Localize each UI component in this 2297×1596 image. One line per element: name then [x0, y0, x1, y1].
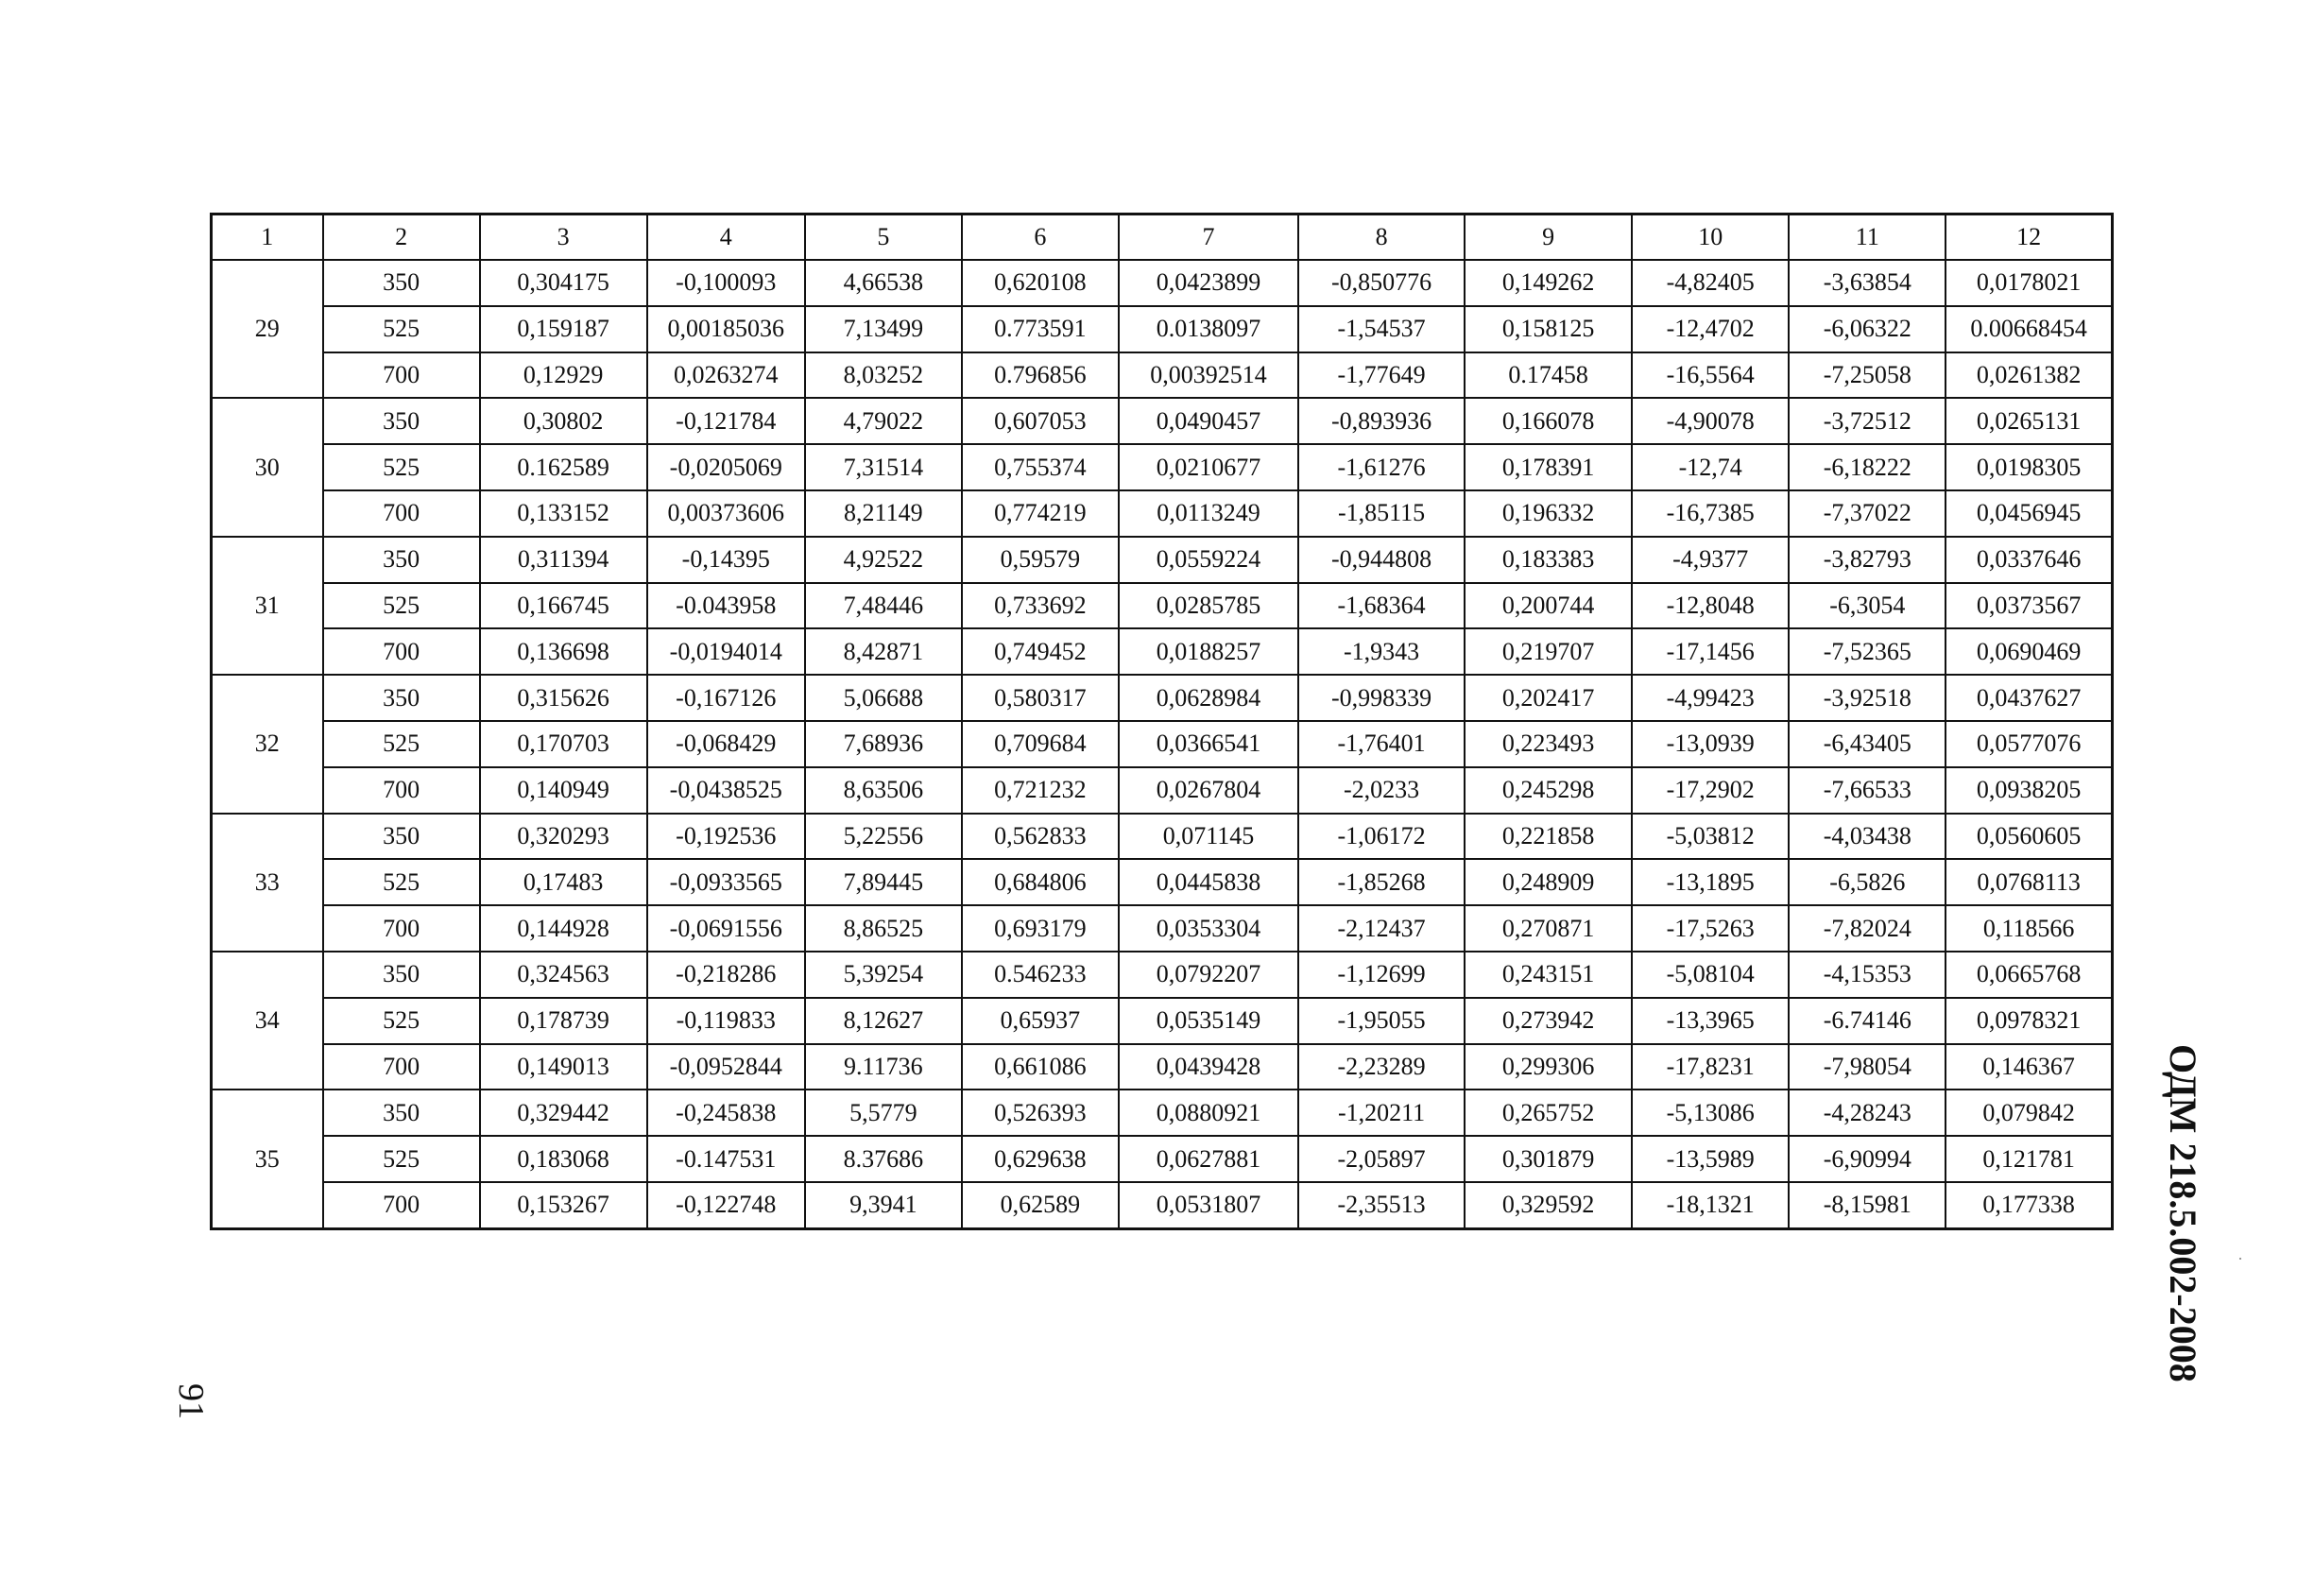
table-cell: 0,0577076: [1946, 721, 2112, 767]
table-cell: -1,54537: [1298, 306, 1465, 352]
table-cell: 0,00185036: [647, 306, 805, 352]
table-cell: 0,59579: [962, 537, 1119, 583]
table-cell: -17,8231: [1632, 1044, 1789, 1090]
column-header-1: 1: [212, 215, 323, 261]
table-cell: 0,0437627: [1946, 675, 2112, 721]
table-cell: -4,03438: [1789, 814, 1946, 860]
table-cell: 0,684806: [962, 859, 1119, 905]
table-cell: 0.796856: [962, 352, 1119, 399]
table-row: [212, 398, 2113, 444]
table-cell: -6,43405: [1789, 721, 1946, 767]
group-id-cell: 29: [212, 260, 323, 398]
table-cell: -0,893936: [1298, 398, 1465, 444]
table-cell: 0,629638: [962, 1136, 1119, 1182]
table-cell: 0,121781: [1946, 1136, 2112, 1182]
table-cell: -12,74: [1632, 444, 1789, 490]
table-cell: 0,166745: [480, 583, 647, 629]
table-cell: 0,62589: [962, 1182, 1119, 1228]
table-cell: 0,149013: [480, 1044, 647, 1090]
table-row: [212, 583, 2113, 629]
table-row: [212, 1182, 2113, 1228]
table-row: [212, 490, 2113, 537]
table-cell: -8,15981: [1789, 1182, 1946, 1228]
table-cell: -7,37022: [1789, 490, 1946, 537]
table-row: [212, 998, 2113, 1044]
table-cell: -0,218286: [647, 952, 805, 998]
table-cell: -6.74146: [1789, 998, 1946, 1044]
table-cell: 700: [323, 352, 480, 399]
table-cell: 0,079842: [1946, 1090, 2112, 1136]
table-cell: 0,00373606: [647, 490, 805, 537]
table-cell: 0,0690469: [1946, 628, 2112, 675]
table-cell: 0,140949: [480, 767, 647, 814]
table-cell: 0,183383: [1465, 537, 1632, 583]
table-cell: 0,0792207: [1119, 952, 1298, 998]
table-cell: 0,329442: [480, 1090, 647, 1136]
table-cell: 0,580317: [962, 675, 1119, 721]
table-cell: 0,304175: [480, 260, 647, 306]
table-cell: 0,273942: [1465, 998, 1632, 1044]
table-cell: -1,68364: [1298, 583, 1465, 629]
table-row: [212, 859, 2113, 905]
table-cell: 0,12929: [480, 352, 647, 399]
table-cell: -5,03812: [1632, 814, 1789, 860]
table-cell: 0,136698: [480, 628, 647, 675]
table-cell: 0,144928: [480, 905, 647, 952]
table-cell: 7,89445: [805, 859, 962, 905]
column-header-5: 5: [805, 215, 962, 261]
table-cell: -0,121784: [647, 398, 805, 444]
table-row: [212, 814, 2113, 860]
table-cell: -0,944808: [1298, 537, 1465, 583]
table-cell: 0,270871: [1465, 905, 1632, 952]
table-cell: -7,25058: [1789, 352, 1946, 399]
table-cell: 0,0373567: [1946, 583, 2112, 629]
table-cell: 0,170703: [480, 721, 647, 767]
table-cell: 0,774219: [962, 490, 1119, 537]
table-row: [212, 306, 2113, 352]
table-cell: -16,7385: [1632, 490, 1789, 537]
table-cell: 0,00392514: [1119, 352, 1298, 399]
table-cell: 0,071145: [1119, 814, 1298, 860]
table-cell: 0,0188257: [1119, 628, 1298, 675]
table-cell: 0.17458: [1465, 352, 1632, 399]
table-cell: 0,749452: [962, 628, 1119, 675]
table-cell: -0,0691556: [647, 905, 805, 952]
table-cell: 0.0138097: [1119, 306, 1298, 352]
table-cell: 0,693179: [962, 905, 1119, 952]
table-cell: -0,100093: [647, 260, 805, 306]
table-cell: 0,755374: [962, 444, 1119, 490]
table-cell: 0,149262: [1465, 260, 1632, 306]
table-cell: 0,320293: [480, 814, 647, 860]
table-cell: 8,86525: [805, 905, 962, 952]
table-cell: -2,0233: [1298, 767, 1465, 814]
table-cell: 0,324563: [480, 952, 647, 998]
table-cell: 350: [323, 814, 480, 860]
table-cell: -4,99423: [1632, 675, 1789, 721]
group-id-cell: 33: [212, 814, 323, 952]
table-cell: -0,245838: [647, 1090, 805, 1136]
table-cell: 0,200744: [1465, 583, 1632, 629]
table-cell: -7,82024: [1789, 905, 1946, 952]
table-cell: 0,133152: [480, 490, 647, 537]
table-cell: -4,82405: [1632, 260, 1789, 306]
table-cell: -1,9343: [1298, 628, 1465, 675]
table-cell: 350: [323, 952, 480, 998]
table-row: [212, 675, 2113, 721]
table-cell: -6,06322: [1789, 306, 1946, 352]
table-row: [212, 1044, 2113, 1090]
table-cell: -0,0952844: [647, 1044, 805, 1090]
column-header-7: 7: [1119, 215, 1298, 261]
table-cell: 0,17483: [480, 859, 647, 905]
table-cell: -12,8048: [1632, 583, 1789, 629]
table-cell: 0,158125: [1465, 306, 1632, 352]
group-id-cell: 31: [212, 537, 323, 675]
table-cell: -0,192536: [647, 814, 805, 860]
table-cell: -2,35513: [1298, 1182, 1465, 1228]
column-header-11: 11: [1789, 215, 1946, 261]
table-cell: 5,22556: [805, 814, 962, 860]
table-cell: 525: [323, 1136, 480, 1182]
table-cell: -1,76401: [1298, 721, 1465, 767]
table-cell: 7,13499: [805, 306, 962, 352]
table-row: [212, 352, 2113, 399]
table-cell: 4,66538: [805, 260, 962, 306]
table-cell: 0,0938205: [1946, 767, 2112, 814]
table-cell: -13,1895: [1632, 859, 1789, 905]
table-cell: -6,3054: [1789, 583, 1946, 629]
column-header-6: 6: [962, 215, 1119, 261]
column-header-9: 9: [1465, 215, 1632, 261]
table-cell: -5,13086: [1632, 1090, 1789, 1136]
table-cell: -18,1321: [1632, 1182, 1789, 1228]
table-cell: 0,0665768: [1946, 952, 2112, 998]
table-row: [212, 1090, 2113, 1136]
table-cell: 525: [323, 583, 480, 629]
table-cell: 0,0263274: [647, 352, 805, 399]
table-row: [212, 537, 2113, 583]
table-cell: 0,166078: [1465, 398, 1632, 444]
table-cell: -13,3965: [1632, 998, 1789, 1044]
table-cell: -6,18222: [1789, 444, 1946, 490]
table-cell: 7,68936: [805, 721, 962, 767]
page-number: 91: [171, 1383, 211, 1419]
table-cell: 0,0198305: [1946, 444, 2112, 490]
table-cell: -3,72512: [1789, 398, 1946, 444]
table-cell: 0,0880921: [1119, 1090, 1298, 1136]
table-cell: 0,0113249: [1119, 490, 1298, 537]
table-cell: 525: [323, 444, 480, 490]
table-cell: -1,85115: [1298, 490, 1465, 537]
table-cell: 0,0628984: [1119, 675, 1298, 721]
table-cell: -7,66533: [1789, 767, 1946, 814]
table-cell: -0,122748: [647, 1182, 805, 1228]
group-id-cell: 34: [212, 952, 323, 1090]
table-cell: 0,223493: [1465, 721, 1632, 767]
table-cell: -4,9377: [1632, 537, 1789, 583]
scan-speck: [2239, 1258, 2241, 1260]
table-cell: 350: [323, 1090, 480, 1136]
table-cell: -0,167126: [647, 675, 805, 721]
table-cell: -13,0939: [1632, 721, 1789, 767]
table-cell: 0,146367: [1946, 1044, 2112, 1090]
table-cell: 0,0210677: [1119, 444, 1298, 490]
table-cell: 0.00668454: [1946, 306, 2112, 352]
table-cell: -2,23289: [1298, 1044, 1465, 1090]
table-cell: -5,08104: [1632, 952, 1789, 998]
table-row: [212, 628, 2113, 675]
column-header-3: 3: [480, 215, 647, 261]
data-table: [210, 213, 2114, 1230]
table-cell: 0,0439428: [1119, 1044, 1298, 1090]
table-row: [212, 721, 2113, 767]
table-cell: -0,068429: [647, 721, 805, 767]
table-cell: -3,82793: [1789, 537, 1946, 583]
table-row: [212, 767, 2113, 814]
table-cell: 0,0423899: [1119, 260, 1298, 306]
table-cell: -0,0933565: [647, 859, 805, 905]
group-id-cell: 30: [212, 398, 323, 536]
table-cell: 0,0265131: [1946, 398, 2112, 444]
table-cell: 0,183068: [480, 1136, 647, 1182]
table-cell: -2,05897: [1298, 1136, 1465, 1182]
table-cell: 0,0353304: [1119, 905, 1298, 952]
table-cell: -0,0194014: [647, 628, 805, 675]
table-cell: 0,0267804: [1119, 767, 1298, 814]
table-cell: 0,526393: [962, 1090, 1119, 1136]
table-cell: 0,0627881: [1119, 1136, 1298, 1182]
table-cell: -1,20211: [1298, 1090, 1465, 1136]
table-cell: -3,92518: [1789, 675, 1946, 721]
table-cell: 0,248909: [1465, 859, 1632, 905]
table-cell: 9.11736: [805, 1044, 962, 1090]
table-cell: -7,52365: [1789, 628, 1946, 675]
table-cell: -0.043958: [647, 583, 805, 629]
table-cell: -4,90078: [1632, 398, 1789, 444]
table-cell: 5,06688: [805, 675, 962, 721]
table-cell: -1,85268: [1298, 859, 1465, 905]
table-cell: -0,0205069: [647, 444, 805, 490]
table-cell: 0,118566: [1946, 905, 2112, 952]
table-cell: -2,12437: [1298, 905, 1465, 952]
table-cell: 8,12627: [805, 998, 962, 1044]
table-cell: 8,42871: [805, 628, 962, 675]
table-cell: 4,92522: [805, 537, 962, 583]
column-header-10: 10: [1632, 215, 1789, 261]
table-cell: 0,0490457: [1119, 398, 1298, 444]
column-header-8: 8: [1298, 215, 1465, 261]
table-cell: -3,63854: [1789, 260, 1946, 306]
table-cell: 0.546233: [962, 952, 1119, 998]
table-cell: -17,2902: [1632, 767, 1789, 814]
table-cell: -0.147531: [647, 1136, 805, 1182]
table-cell: -17,5263: [1632, 905, 1789, 952]
table-cell: -0,998339: [1298, 675, 1465, 721]
group-id-cell: 35: [212, 1090, 323, 1228]
table-cell: 0,0285785: [1119, 583, 1298, 629]
table-cell: 0,0337646: [1946, 537, 2112, 583]
table-cell: 9,3941: [805, 1182, 962, 1228]
table-cell: 0,0261382: [1946, 352, 2112, 399]
table-cell: 0.162589: [480, 444, 647, 490]
table-cell: 0,709684: [962, 721, 1119, 767]
table-cell: 0.773591: [962, 306, 1119, 352]
table-cell: 0,315626: [480, 675, 647, 721]
table-cell: 350: [323, 398, 480, 444]
table-cell: 0,153267: [480, 1182, 647, 1228]
table-cell: 0,0178021: [1946, 260, 2112, 306]
table-cell: -0,850776: [1298, 260, 1465, 306]
table-cell: 700: [323, 628, 480, 675]
table-cell: -7,98054: [1789, 1044, 1946, 1090]
table-cell: -17,1456: [1632, 628, 1789, 675]
table-cell: 525: [323, 859, 480, 905]
table-cell: -0,14395: [647, 537, 805, 583]
table-cell: 7,48446: [805, 583, 962, 629]
table-cell: 0,221858: [1465, 814, 1632, 860]
table-cell: 0,243151: [1465, 952, 1632, 998]
table-cell: -1,06172: [1298, 814, 1465, 860]
table-cell: 8.37686: [805, 1136, 962, 1182]
table-cell: 7,31514: [805, 444, 962, 490]
table-cell: 8,63506: [805, 767, 962, 814]
table-cell: 0,0535149: [1119, 998, 1298, 1044]
table-row: [212, 952, 2113, 998]
table-cell: 0,721232: [962, 767, 1119, 814]
table-cell: 4,79022: [805, 398, 962, 444]
table-cell: 0,562833: [962, 814, 1119, 860]
table-cell: 0,0456945: [1946, 490, 2112, 537]
table-cell: 0,0531807: [1119, 1182, 1298, 1228]
table-cell: 5,39254: [805, 952, 962, 998]
table-cell: 0,30802: [480, 398, 647, 444]
table-row: [212, 260, 2113, 306]
table-cell: 0,0559224: [1119, 537, 1298, 583]
table-cell: 5,5779: [805, 1090, 962, 1136]
table-cell: -1,95055: [1298, 998, 1465, 1044]
table-cell: -12,4702: [1632, 306, 1789, 352]
table-cell: -6,5826: [1789, 859, 1946, 905]
table-cell: 0,196332: [1465, 490, 1632, 537]
column-header-12: 12: [1946, 215, 2112, 261]
table-cell: 0,65937: [962, 998, 1119, 1044]
table-cell: 0,311394: [480, 537, 647, 583]
table-cell: 0,245298: [1465, 767, 1632, 814]
table-cell: 0,0768113: [1946, 859, 2112, 905]
table-cell: 8,03252: [805, 352, 962, 399]
table-cell: 350: [323, 537, 480, 583]
table-cell: 0,607053: [962, 398, 1119, 444]
table-cell: 0,0366541: [1119, 721, 1298, 767]
column-header-2: 2: [323, 215, 480, 261]
table-cell: 350: [323, 260, 480, 306]
table-cell: 0,219707: [1465, 628, 1632, 675]
table-row: [212, 444, 2113, 490]
group-id-cell: 32: [212, 675, 323, 813]
table-cell: 0,178391: [1465, 444, 1632, 490]
table-cell: 525: [323, 998, 480, 1044]
table-cell: -4,28243: [1789, 1090, 1946, 1136]
table-cell: 0,0445838: [1119, 859, 1298, 905]
table-cell: 0,0978321: [1946, 998, 2112, 1044]
table-cell: -1,61276: [1298, 444, 1465, 490]
table-cell: 525: [323, 306, 480, 352]
table-cell: 0,202417: [1465, 675, 1632, 721]
table-cell: -16,5564: [1632, 352, 1789, 399]
table-cell: 0,178739: [480, 998, 647, 1044]
table-cell: -0,0438525: [647, 767, 805, 814]
table-cell: 0,177338: [1946, 1182, 2112, 1228]
table-cell: 0,299306: [1465, 1044, 1632, 1090]
table-cell: 350: [323, 675, 480, 721]
document-code: ОДМ 218.5.002-2008: [2162, 1044, 2204, 1382]
table-cell: 0,265752: [1465, 1090, 1632, 1136]
table-cell: 700: [323, 905, 480, 952]
table-row: [212, 905, 2113, 952]
table-cell: -1,12699: [1298, 952, 1465, 998]
table-cell: 700: [323, 767, 480, 814]
table-cell: 700: [323, 490, 480, 537]
table-cell: 0,329592: [1465, 1182, 1632, 1228]
table-cell: 0,0560605: [1946, 814, 2112, 860]
table-cell: -13,5989: [1632, 1136, 1789, 1182]
table-cell: 0,661086: [962, 1044, 1119, 1090]
table-cell: 525: [323, 721, 480, 767]
table-cell: 0,620108: [962, 260, 1119, 306]
table-cell: -1,77649: [1298, 352, 1465, 399]
table-cell: 700: [323, 1182, 480, 1228]
column-header-4: 4: [647, 215, 805, 261]
table-cell: 700: [323, 1044, 480, 1090]
table-body: [212, 215, 2113, 1229]
table-cell: 8,21149: [805, 490, 962, 537]
table-cell: 0,733692: [962, 583, 1119, 629]
header-row: [212, 215, 2113, 261]
table-cell: -0,119833: [647, 998, 805, 1044]
table-cell: -4,15353: [1789, 952, 1946, 998]
table-cell: 0,301879: [1465, 1136, 1632, 1182]
table-cell: 0,159187: [480, 306, 647, 352]
table-cell: -6,90994: [1789, 1136, 1946, 1182]
table-row: [212, 1136, 2113, 1182]
